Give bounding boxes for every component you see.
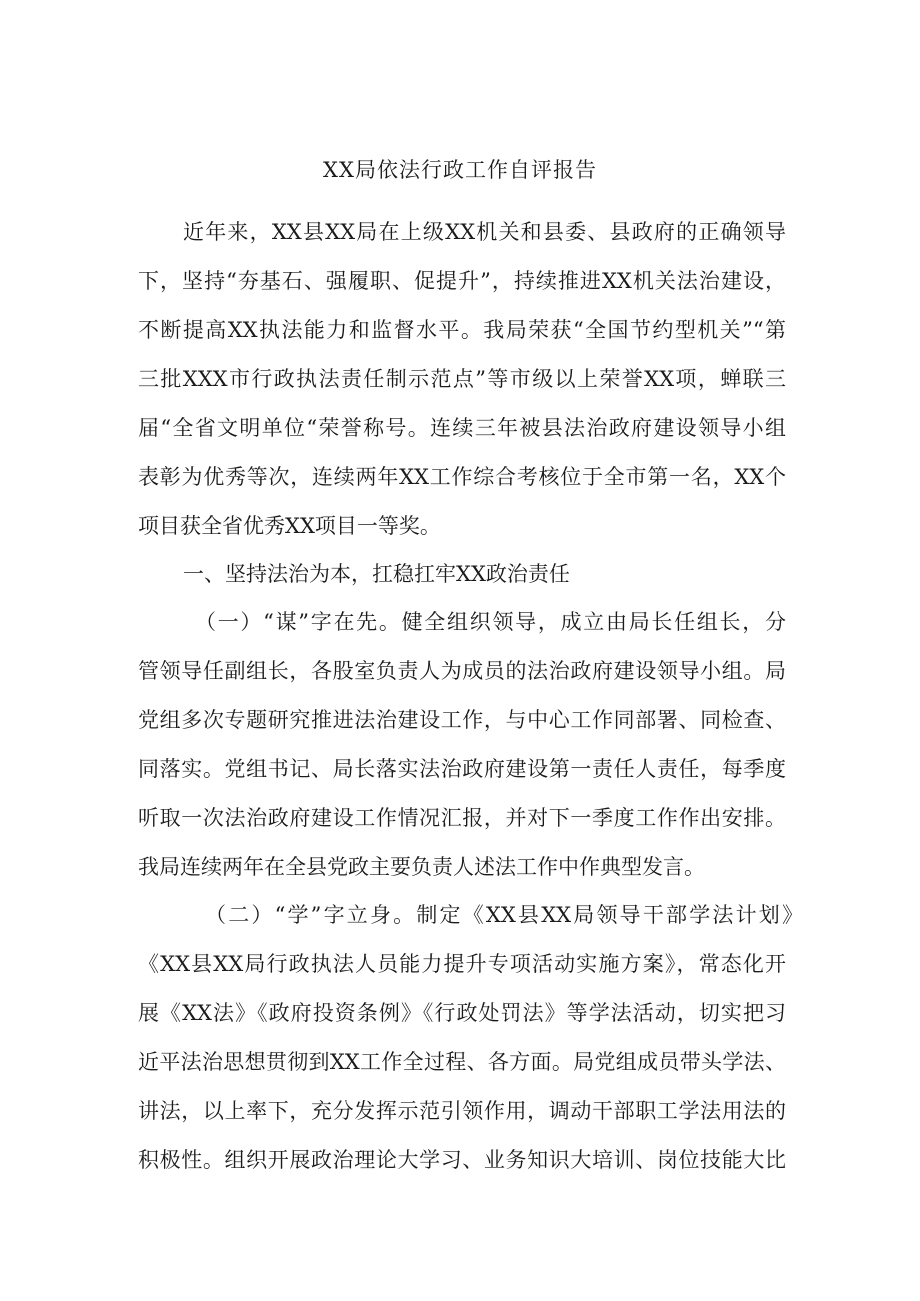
- paragraph-line: 下，坚持“夯基石、强履职、促提升”，持续推进XX机关法治建设，: [138, 269, 786, 293]
- document-title: XX局依法行政工作自评报告: [323, 158, 597, 182]
- paragraph-line: 项目获全省优秀XX项目一等奖。: [138, 514, 441, 538]
- paragraph-line: 《XX县XX局行政执法人员能力提升专项活动实施方案》，常态化开: [138, 952, 786, 976]
- paragraph-line: 近年来，XX县XX局在上级XX机关和县委、县政府的正确领导: [183, 220, 786, 244]
- paragraph-line: （一）“谋”字在先。健全组织领导，成立由局长任组长，分: [195, 610, 786, 634]
- paragraph-line: 同落实。党组书记、局长落实法治政府建设第一责任人责任，每季度: [138, 757, 786, 781]
- paragraph-line: 听取一次法治政府建设工作情况汇报，并对下一季度工作作出安排。: [138, 806, 786, 830]
- paragraph-line: 届“全省文明单位“荣誉称号。连续三年被县法治政府建设领导小组: [138, 416, 786, 440]
- paragraph-line: 讲法，以上率下，充分发挥示范引领作用，调动干部职工学法用法的: [138, 1099, 786, 1123]
- section-heading: 一、坚持法治为本，扛稳扛牢XX政治责任: [183, 562, 570, 586]
- paragraph-line: 我局连续两年在全县党政主要负责人述法工作中作典型发言。: [138, 855, 705, 879]
- paragraph-line: 展《XX法》《政府投资条例》《行政处罚法》等学法活动，切实把习: [138, 1001, 786, 1025]
- paragraph-line: 党组多次专题研究推进法治建设工作，与中心工作同部署、同检查、: [138, 708, 786, 732]
- paragraph-line: 管领导任副组长，各股室负责人为成员的法治政府建设领导小组。局: [138, 659, 786, 683]
- paragraph-line: 积极性。组织开展政治理论大学习、业务知识大培训、岗位技能大比: [138, 1148, 786, 1172]
- paragraph-line: 不断提高XX执法能力和监督水平。我局荣获“全国节约型机关”“第: [138, 318, 786, 342]
- paragraph-line: 三批XXX市行政执法责任制示范点”等市级以上荣誉XX项，蝉联三: [138, 367, 786, 391]
- paragraph-line: 近平法治思想贯彻到XX工作全过程、各方面。局党组成员带头学法、: [138, 1050, 786, 1074]
- paragraph-line: （二）“学”字立身。制定《XX县XX局领导干部学法计划》: [205, 903, 803, 927]
- paragraph-line: 表彰为优秀等次，连续两年XX工作综合考核位于全市第一名，XX个: [138, 465, 786, 489]
